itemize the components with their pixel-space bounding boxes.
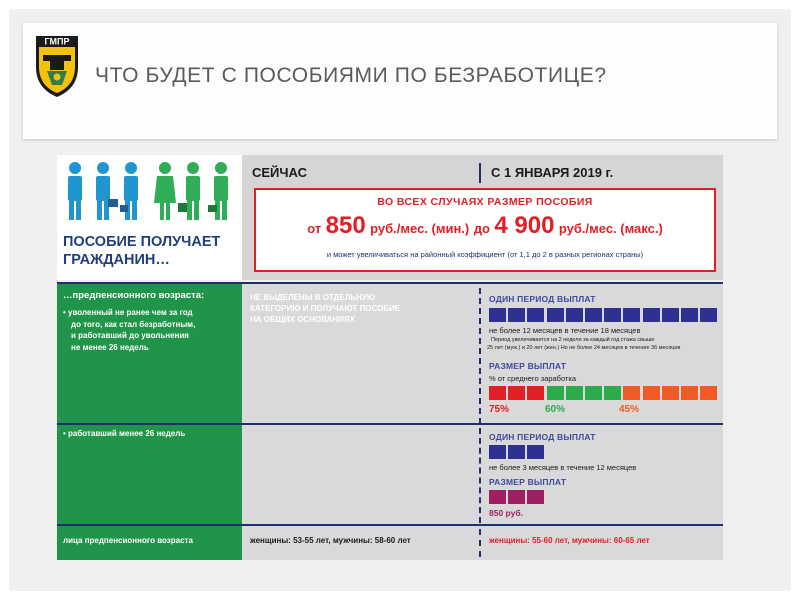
period-month-block [508, 445, 525, 459]
range-to: до [473, 221, 490, 236]
period-month-block [547, 308, 564, 322]
range-from: от [307, 221, 322, 236]
payout-month-block [643, 386, 660, 400]
period-month-block [489, 308, 506, 322]
payout-month-block [547, 386, 564, 400]
row1-period-note [489, 337, 680, 352]
payout-month-block [508, 490, 525, 504]
payout-60-label: 60% [545, 404, 566, 415]
people-caption-line1: ПОСОБИЕ ПОЛУЧАЕТ [63, 234, 221, 250]
gmpr-logo [33, 33, 81, 99]
period-month-block [566, 308, 583, 322]
row3-label: лица предпенсионного возраста [63, 536, 193, 545]
row1-period-note-line: Период увеличивается на 2 недели за каждый год стажа свыше [491, 337, 655, 343]
slide-title: ЧТО БУДЕТ С ПОСОБИЯМИ ПО БЕЗРАБОТИЦЕ? [95, 64, 607, 87]
header-area [242, 155, 723, 280]
range-max-unit: руб./мес. (макс.) [558, 221, 663, 236]
benefit-amount-range [256, 212, 714, 240]
row1-dashed-divider [479, 288, 481, 424]
period-month-block [662, 308, 679, 322]
payout-month-block [527, 386, 544, 400]
row2-payout-title: РАЗМЕР ВЫПЛАТ [489, 477, 567, 487]
row2-label-panel [57, 425, 242, 525]
logo-text: ГМПР [44, 36, 70, 47]
row1-bullet-line: и работавший до увольнения [71, 331, 189, 340]
row1-label-panel [57, 284, 242, 427]
period-month-block [681, 308, 698, 322]
payout-month-block [604, 386, 621, 400]
row3-2019-ages: женщины: 55-60 лет, мужчины: 60-65 лет [489, 536, 650, 545]
row1-heading: …предпенсионного возраста: [63, 290, 205, 301]
row2-payout-value: 850 руб. [489, 508, 523, 518]
payout-month-block [566, 386, 583, 400]
period-month-block [643, 308, 660, 322]
benefit-amount-heading: ВО ВСЕХ СЛУЧАЯХ РАЗМЕР ПОСОБИЯ [377, 196, 593, 208]
people-panel [57, 155, 242, 280]
period-month-block [508, 308, 525, 322]
payout-month-block [527, 490, 544, 504]
column-divider [479, 163, 481, 183]
row2-payout-blocks [489, 490, 559, 504]
people-icons [63, 159, 239, 221]
column-now-header: СЕЙЧАС [252, 165, 307, 180]
row1-payout-blocks [489, 386, 719, 400]
row2-period-title: ОДИН ПЕРИОД ВЫПЛАТ [489, 432, 596, 442]
row1-bullet-line: не менее 26 недель [71, 342, 149, 352]
payout-month-block [489, 490, 506, 504]
row1-now-line: НЕ ВЫДЕЛЕНЫ В ОТДЕЛЬНУЮ [250, 293, 376, 302]
payout-45-label: 45% [619, 404, 640, 415]
range-max-value: 4 900 [494, 212, 555, 239]
column-2019-header: С 1 ЯНВАРЯ 2019 г. [491, 165, 614, 180]
period-month-block [604, 308, 621, 322]
infographic [57, 155, 723, 560]
row1-now-line: НА ОБЩИХ ОСНОВАНИЯХ [250, 315, 355, 324]
payout-month-block [700, 386, 717, 400]
people-caption [63, 233, 220, 269]
row1-period-title: ОДИН ПЕРИОД ВЫПЛАТ [489, 294, 596, 304]
row2-dashed-divider [479, 428, 481, 523]
row1-period-text: не более 12 месяцев в течение 18 месяцев [489, 326, 641, 335]
regional-coefficient-note: и может увеличиваться на районный коэффициент (от 1,1 до 2 в разных регионах страны) [326, 250, 644, 259]
row1-now-text [250, 292, 400, 325]
period-month-block [585, 308, 602, 322]
benefit-amount-box [254, 188, 716, 272]
row1-bullet [63, 307, 195, 353]
payout-month-block [681, 386, 698, 400]
payout-75-label: 75% [489, 404, 510, 415]
range-min-value: 850 [325, 212, 366, 239]
period-month-block [527, 445, 544, 459]
period-month-block [700, 308, 717, 322]
row2-period-blocks [489, 445, 559, 459]
row1-payout-subtitle: % от среднего заработка [489, 374, 577, 383]
row1-now-line: КАТЕГОРИЮ И ПОЛУЧАЮТ ПОСОБИЕ [250, 304, 401, 313]
row3-dashed-divider [479, 529, 481, 557]
row3-now-ages: женщины: 53-55 лет, мужчины: 58-60 лет [250, 536, 411, 545]
payout-month-block [585, 386, 602, 400]
period-month-block [527, 308, 544, 322]
row2-bullet: • работавший менее 26 недель [63, 429, 186, 438]
row2-period-text: не более 3 месяцев в течение 12 месяцев [489, 463, 637, 472]
payout-month-block [508, 386, 525, 400]
period-month-block [489, 445, 506, 459]
period-month-block [623, 308, 640, 322]
row1-bullet-line: • уволенный не ранее чем за год [63, 308, 193, 317]
people-caption-line2: ГРАЖДАНИН… [63, 252, 170, 268]
row1-period-note-line: 25 лет (муж.) и 20 лет (жен.) Но не более 24 месяцев в течение 36 месяцев [487, 344, 681, 351]
payout-month-block [489, 386, 506, 400]
range-min-unit: руб./мес. (мин.) [370, 221, 470, 236]
row1-bullet-line: до того, как стал безработным, [71, 319, 196, 329]
payout-month-block [662, 386, 679, 400]
payout-month-block [623, 386, 640, 400]
row1-payout-title: РАЗМЕР ВЫПЛАТ [489, 361, 567, 371]
row1-period-blocks [489, 308, 719, 322]
